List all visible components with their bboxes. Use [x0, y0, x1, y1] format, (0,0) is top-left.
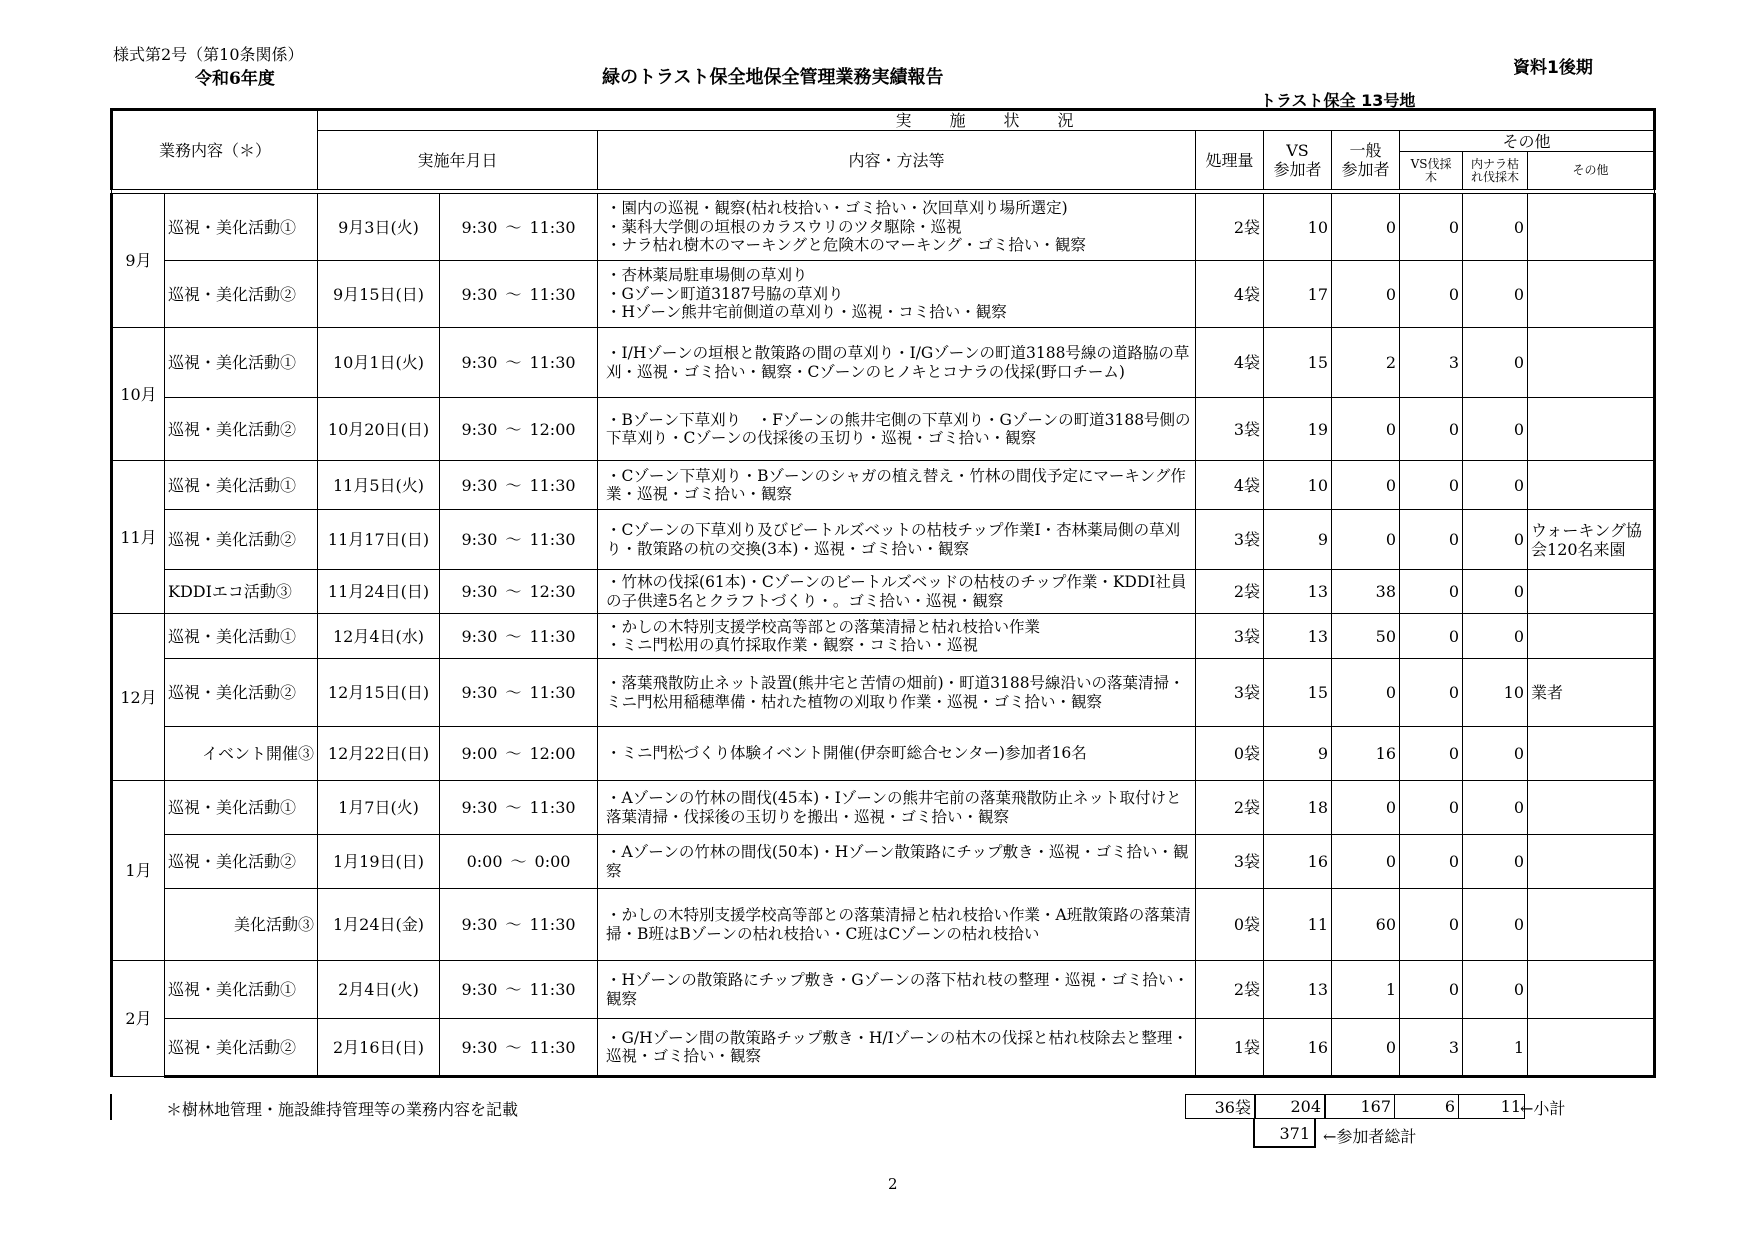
oak-cut-cell: 0: [1463, 961, 1528, 1019]
general-participants-cell: 16: [1332, 727, 1400, 781]
page-number: 2: [888, 1175, 898, 1193]
activity-time: [440, 961, 598, 1019]
activity-time: [440, 570, 598, 614]
vs-participants-cell: 10: [1264, 461, 1332, 510]
time-separator: ～: [505, 475, 522, 495]
other-cell: [1528, 328, 1655, 398]
end-time: 11:30: [529, 915, 576, 935]
table-row: [112, 570, 1655, 614]
oak-cut-cell: 0: [1463, 727, 1528, 781]
activity-content: ・Bゾーン下草刈り ・Fゾーンの熊井宅側の下草刈り・Gゾーンの町道3188号側の下草刈り・Cゾーンの伐採後の玉切り・巡視・ゴミ拾い・観察: [598, 398, 1196, 461]
activity-time: [440, 659, 598, 727]
activity-time: [440, 835, 598, 889]
task-name: 巡視・美化活動②: [165, 398, 318, 461]
other-cell: [1528, 1019, 1655, 1077]
col-content: 内容・方法等: [598, 131, 1196, 190]
activity-time: [440, 461, 598, 510]
vs-participants-cell: 13: [1264, 961, 1332, 1019]
activity-time: [440, 889, 598, 961]
fiscal-year: 令和6年度: [195, 69, 275, 89]
other-cell: [1528, 781, 1655, 835]
activity-time: [440, 194, 598, 261]
activity-time: [440, 781, 598, 835]
task-name: 巡視・美化活動②: [165, 1019, 318, 1077]
time-separator: ～: [505, 1037, 522, 1057]
start-time: 9:30: [461, 530, 498, 550]
table-row: [112, 194, 1655, 261]
end-time: 11:30: [529, 798, 576, 818]
oak-cut-cell: 0: [1463, 398, 1528, 461]
month-label: 12月: [112, 614, 165, 781]
general-participants-cell: 0: [1332, 1019, 1400, 1077]
task-name: 巡視・美化活動②: [165, 835, 318, 889]
oak-cut-cell: 1: [1463, 1019, 1528, 1077]
vs-cut-cell: 0: [1400, 194, 1463, 261]
activity-content: ・園内の巡視・観察(枯れ枝拾い・ゴミ拾い・次回草刈り場所選定) ・薬科大学側の垣根のカラスウリのツタ駆除・巡視 ・ナラ枯れ樹木のマーキングと危険木のマーキング・ゴミ拾い・観察: [598, 194, 1196, 261]
vs-cut-cell: 0: [1400, 510, 1463, 570]
month-label: 2月: [112, 961, 165, 1077]
other-cell: [1528, 261, 1655, 328]
activity-date: 10月20日(日): [318, 398, 440, 461]
table-row: [112, 889, 1655, 961]
task-name: 巡視・美化活動①: [165, 781, 318, 835]
oak-cut-cell: 10: [1463, 659, 1528, 727]
start-time: 9:30: [461, 915, 498, 935]
task-name: 巡視・美化活動①: [165, 961, 318, 1019]
footnote: ＊樹林地管理・施設維持管理等の業務内容を記載: [166, 1100, 519, 1119]
amount-cell: 3袋: [1196, 398, 1264, 461]
col-status-group: 実 施 状 況: [318, 110, 1655, 131]
end-time: 12:00: [529, 744, 576, 764]
table-row: [112, 261, 1655, 328]
start-time: 9:30: [461, 419, 498, 439]
activity-date: 10月1日(火): [318, 328, 440, 398]
activity-date: 12月4日(水): [318, 614, 440, 659]
col-vs-participants: VS 参加者: [1264, 131, 1332, 190]
vs-cut-cell: 0: [1400, 614, 1463, 659]
col-date: 実施年月日: [318, 131, 598, 190]
vs-cut-cell: 0: [1400, 781, 1463, 835]
time-separator: ～: [505, 217, 522, 237]
activity-date: 1月7日(火): [318, 781, 440, 835]
general-participants-cell: 60: [1332, 889, 1400, 961]
task-name: 美化活動③: [165, 889, 318, 961]
start-time: 9:30: [461, 582, 498, 602]
other-cell: ウォーキング協会120名来園: [1528, 510, 1655, 570]
general-participants-cell: 0: [1332, 398, 1400, 461]
oak-cut-cell: 0: [1463, 889, 1528, 961]
oak-cut-cell: 0: [1463, 781, 1528, 835]
amount-cell: 1袋: [1196, 1019, 1264, 1077]
vs-participants-cell: 13: [1264, 614, 1332, 659]
other-cell: [1528, 614, 1655, 659]
vs-participants-cell: 10: [1264, 194, 1332, 261]
vs-cut-cell: 3: [1400, 1019, 1463, 1077]
vs-participants-cell: 17: [1264, 261, 1332, 328]
end-time: 11:30: [529, 626, 576, 646]
start-time: 9:30: [461, 683, 498, 703]
col-other-group: その他: [1400, 131, 1655, 152]
table-left-edge: [110, 1094, 112, 1120]
month-label: 10月: [112, 328, 165, 461]
task-name: 巡視・美化活動②: [165, 659, 318, 727]
activity-content: ・Cゾーン下草刈り・Bゾーンのシャガの植え替え・竹林の間伐予定にマーキング作業・巡視・ゴミ拾い・観察: [598, 461, 1196, 510]
oak-cut-cell: 0: [1463, 835, 1528, 889]
amount-cell: 2袋: [1196, 194, 1264, 261]
general-participants-cell: 0: [1332, 461, 1400, 510]
amount-cell: 2袋: [1196, 961, 1264, 1019]
other-cell: 業者: [1528, 659, 1655, 727]
activity-content: ・杏林薬局駐車場側の草刈り ・Gゾーン町道3187号脇の草刈り ・Hゾーン熊井宅前側道の草刈り・巡視・コミ拾い・観察: [598, 261, 1196, 328]
general-participants-cell: 38: [1332, 570, 1400, 614]
activity-time: [440, 614, 598, 659]
table-row: [112, 659, 1655, 727]
table-row: [112, 614, 1655, 659]
amount-cell: 4袋: [1196, 328, 1264, 398]
table-row: [112, 328, 1655, 398]
subtotal-oak-cut: 11: [1459, 1095, 1525, 1119]
oak-cut-cell: 0: [1463, 510, 1528, 570]
activity-content: ・Hゾーンの散策路にチップ敷き・Gゾーンの落下枯れ枝の整理・巡視・ゴミ拾い・観察: [598, 961, 1196, 1019]
end-time: 11:30: [529, 353, 576, 373]
amount-cell: 0袋: [1196, 889, 1264, 961]
start-time: 0:00: [466, 852, 503, 872]
start-time: 9:30: [461, 353, 498, 373]
activity-time: [440, 328, 598, 398]
activity-content: ・Aゾーンの竹林の間伐(45本)・Iゾーンの熊井宅前の落葉飛散防止ネット取付けと落葉清掃・伐採後の玉切りを搬出・巡視・ゴミ拾い・観察: [598, 781, 1196, 835]
activity-date: 12月22日(日): [318, 727, 440, 781]
end-time: 11:30: [529, 530, 576, 550]
activity-date: 11月17日(日): [318, 510, 440, 570]
general-participants-cell: 2: [1332, 328, 1400, 398]
activity-date: 11月24日(日): [318, 570, 440, 614]
time-separator: ～: [505, 626, 522, 646]
other-cell: [1528, 889, 1655, 961]
general-participants-cell: 0: [1332, 261, 1400, 328]
report-table: [110, 108, 1656, 1078]
time-separator: ～: [505, 582, 522, 602]
activity-time: [440, 727, 598, 781]
oak-cut-cell: 0: [1463, 194, 1528, 261]
col-oak-cut: 内ナラ枯 れ伐採木: [1463, 152, 1528, 190]
start-time: 9:30: [461, 475, 498, 495]
table-row: [112, 835, 1655, 889]
time-separator: ～: [505, 744, 522, 764]
time-separator: ～: [505, 798, 522, 818]
table-row: [112, 1019, 1655, 1077]
oak-cut-cell: 0: [1463, 261, 1528, 328]
activity-time: [440, 510, 598, 570]
other-cell: [1528, 194, 1655, 261]
amount-cell: 2袋: [1196, 781, 1264, 835]
table-row: [112, 461, 1655, 510]
start-time: 9:30: [461, 284, 498, 304]
col-other: その他: [1528, 152, 1655, 190]
other-cell: [1528, 570, 1655, 614]
form-number: 様式第2号（第10条関係）: [113, 45, 304, 64]
table-row: [112, 398, 1655, 461]
vs-participants-cell: 18: [1264, 781, 1332, 835]
table-row: [112, 510, 1655, 570]
start-time: 9:30: [461, 217, 498, 237]
start-time: 9:30: [461, 980, 498, 1000]
start-time: 9:30: [461, 626, 498, 646]
activity-date: 2月16日(日): [318, 1019, 440, 1077]
activity-content: ・竹林の伐採(61本)・Cゾーンのビートルズベッドの枯枝のチップ作業・KDDI社員の子供達5名とクラフトづくり・。ゴミ拾い・巡視・観察: [598, 570, 1196, 614]
end-time: 12:00: [529, 419, 576, 439]
amount-cell: 2袋: [1196, 570, 1264, 614]
activity-time: [440, 1019, 598, 1077]
task-name: KDDIエコ活動③: [165, 570, 318, 614]
col-general-participants: 一般 参加者: [1332, 131, 1400, 190]
general-participants-cell: 0: [1332, 194, 1400, 261]
end-time: 11:30: [529, 217, 576, 237]
task-name: 巡視・美化活動①: [165, 614, 318, 659]
activity-content: ・G/Hゾーン間の散策路チップ敷き・H/Iゾーンの枯木の伐採と枯れ枝除去と整理・巡視・ゴミ拾い・観察: [598, 1019, 1196, 1077]
start-time: 9:30: [461, 1037, 498, 1057]
month-label: 9月: [112, 194, 165, 328]
oak-cut-cell: 0: [1463, 328, 1528, 398]
end-time: 11:30: [529, 475, 576, 495]
task-name: イベント開催③: [165, 727, 318, 781]
page-title: 緑のトラスト保全地保全管理業務実績報告: [602, 67, 944, 88]
activity-date: 2月4日(火): [318, 961, 440, 1019]
activity-content: ・Aゾーンの竹林の間伐(50本)・Hゾーン散策路にチップ敷き・巡視・ゴミ拾い・観察: [598, 835, 1196, 889]
activity-content: ・かしの木特別支援学校高等部との落葉清掃と枯れ枝拾い作業・A班散策路の落葉清掃・B班はBゾーンの枯れ枝拾い・C班はCゾーンの枯れ枝拾い: [598, 889, 1196, 961]
month-label: 1月: [112, 781, 165, 961]
time-separator: ～: [505, 419, 522, 439]
vs-cut-cell: 0: [1400, 961, 1463, 1019]
month-label: 11月: [112, 461, 165, 614]
activity-date: 1月24日(金): [318, 889, 440, 961]
end-time: 12:30: [529, 582, 576, 602]
vs-participants-cell: 15: [1264, 328, 1332, 398]
subtotal-general: 167: [1325, 1095, 1395, 1119]
activity-date: 11月5日(火): [318, 461, 440, 510]
vs-participants-cell: 11: [1264, 889, 1332, 961]
time-separator: ～: [505, 284, 522, 304]
col-task: 業務内容（＊）: [112, 110, 318, 190]
amount-cell: 3袋: [1196, 659, 1264, 727]
task-name: 巡視・美化活動②: [165, 510, 318, 570]
participant-total-label: ←参加者総計: [1323, 1127, 1417, 1146]
vs-cut-cell: 0: [1400, 889, 1463, 961]
activity-date: 1月19日(日): [318, 835, 440, 889]
activity-date: 9月3日(火): [318, 194, 440, 261]
oak-cut-cell: 0: [1463, 614, 1528, 659]
activity-date: 12月15日(日): [318, 659, 440, 727]
oak-cut-cell: 0: [1463, 461, 1528, 510]
end-time: 0:00: [534, 852, 571, 872]
subtotal-vs: 204: [1255, 1095, 1325, 1119]
other-cell: [1528, 398, 1655, 461]
activity-content: ・かしの木特別支援学校高等部との落葉清掃と枯れ枝拾い作業 ・ミニ門松用の真竹採取作業・観察・コミ拾い・巡視: [598, 614, 1196, 659]
end-time: 11:30: [529, 980, 576, 1000]
vs-participants-cell: 13: [1264, 570, 1332, 614]
activity-time: [440, 398, 598, 461]
col-amount: 処理量: [1196, 131, 1264, 190]
vs-participants-cell: 9: [1264, 727, 1332, 781]
vs-participants-cell: 16: [1264, 1019, 1332, 1077]
vs-cut-cell: 0: [1400, 398, 1463, 461]
task-name: 巡視・美化活動①: [165, 194, 318, 261]
vs-cut-cell: 0: [1400, 727, 1463, 781]
amount-cell: 0袋: [1196, 727, 1264, 781]
table-row: [112, 727, 1655, 781]
general-participants-cell: 1: [1332, 961, 1400, 1019]
oak-cut-cell: 0: [1463, 570, 1528, 614]
general-participants-cell: 0: [1332, 510, 1400, 570]
start-time: 9:30: [461, 798, 498, 818]
general-participants-cell: 0: [1332, 659, 1400, 727]
activity-content: ・Cゾーンの下草刈り及びビートルズベットの枯枝チップ作業I・杏林薬局側の草刈り・散策路の杭の交換(3本)・巡視・ゴミ拾い・観察: [598, 510, 1196, 570]
vs-cut-cell: 0: [1400, 461, 1463, 510]
vs-participants-cell: 15: [1264, 659, 1332, 727]
subtotal-amount: 36袋: [1186, 1095, 1256, 1119]
start-time: 9:00: [461, 744, 498, 764]
time-separator: ～: [505, 683, 522, 703]
other-cell: [1528, 727, 1655, 781]
activity-content: ・I/Hゾーンの垣根と散策路の間の草刈り・I/Gゾーンの町道3188号線の道路脇の草刈・巡視・ゴミ拾い・観察・Cゾーンのヒノキとコナラの伐採(野口チーム): [598, 328, 1196, 398]
subtotal-vs-cut: 6: [1395, 1095, 1459, 1119]
other-cell: [1528, 961, 1655, 1019]
task-name: 巡視・美化活動①: [165, 328, 318, 398]
vs-cut-cell: 0: [1400, 659, 1463, 727]
vs-participants-cell: 19: [1264, 398, 1332, 461]
amount-cell: 4袋: [1196, 261, 1264, 328]
activity-time: [440, 261, 598, 328]
time-separator: ～: [505, 530, 522, 550]
time-separator: ～: [505, 915, 522, 935]
vs-participants-cell: 9: [1264, 510, 1332, 570]
vs-cut-cell: 0: [1400, 835, 1463, 889]
other-cell: [1528, 835, 1655, 889]
activity-date: 9月15日(日): [318, 261, 440, 328]
task-name: 巡視・美化活動②: [165, 261, 318, 328]
vs-cut-cell: 0: [1400, 570, 1463, 614]
vs-participants-cell: 16: [1264, 835, 1332, 889]
time-separator: ～: [505, 980, 522, 1000]
end-time: 11:30: [529, 1037, 576, 1057]
general-participants-cell: 0: [1332, 781, 1400, 835]
vs-cut-cell: 3: [1400, 328, 1463, 398]
amount-cell: 3袋: [1196, 510, 1264, 570]
document-reference: 資料1後期: [1513, 58, 1593, 78]
time-separator: ～: [510, 852, 527, 872]
subtotal-row: [1185, 1094, 1525, 1119]
subtotal-label: ←小計: [1520, 1099, 1566, 1118]
general-participants-cell: 0: [1332, 835, 1400, 889]
other-cell: [1528, 461, 1655, 510]
vs-cut-cell: 0: [1400, 261, 1463, 328]
task-name: 巡視・美化活動①: [165, 461, 318, 510]
col-vs-cut: VS伐採 木: [1400, 152, 1463, 190]
time-separator: ～: [505, 353, 522, 373]
end-time: 11:30: [529, 683, 576, 703]
end-time: 11:30: [529, 284, 576, 304]
amount-cell: 3袋: [1196, 614, 1264, 659]
site-label: トラスト保全 13号地: [1260, 91, 1416, 110]
table-row: [112, 961, 1655, 1019]
activity-content: ・ミニ門松づくり体験イベント開催(伊奈町総合センター)参加者16名: [598, 727, 1196, 781]
participant-total: 371: [1253, 1118, 1316, 1148]
table-row: [112, 781, 1655, 835]
amount-cell: 4袋: [1196, 461, 1264, 510]
general-participants-cell: 50: [1332, 614, 1400, 659]
activity-content: ・落葉飛散防止ネット設置(熊井宅と苦情の畑前)・町道3188号線沿いの落葉清掃・ミニ門松用稲穂準備・枯れた植物の刈取り作業・巡視・ゴミ拾い・観察: [598, 659, 1196, 727]
amount-cell: 3袋: [1196, 835, 1264, 889]
